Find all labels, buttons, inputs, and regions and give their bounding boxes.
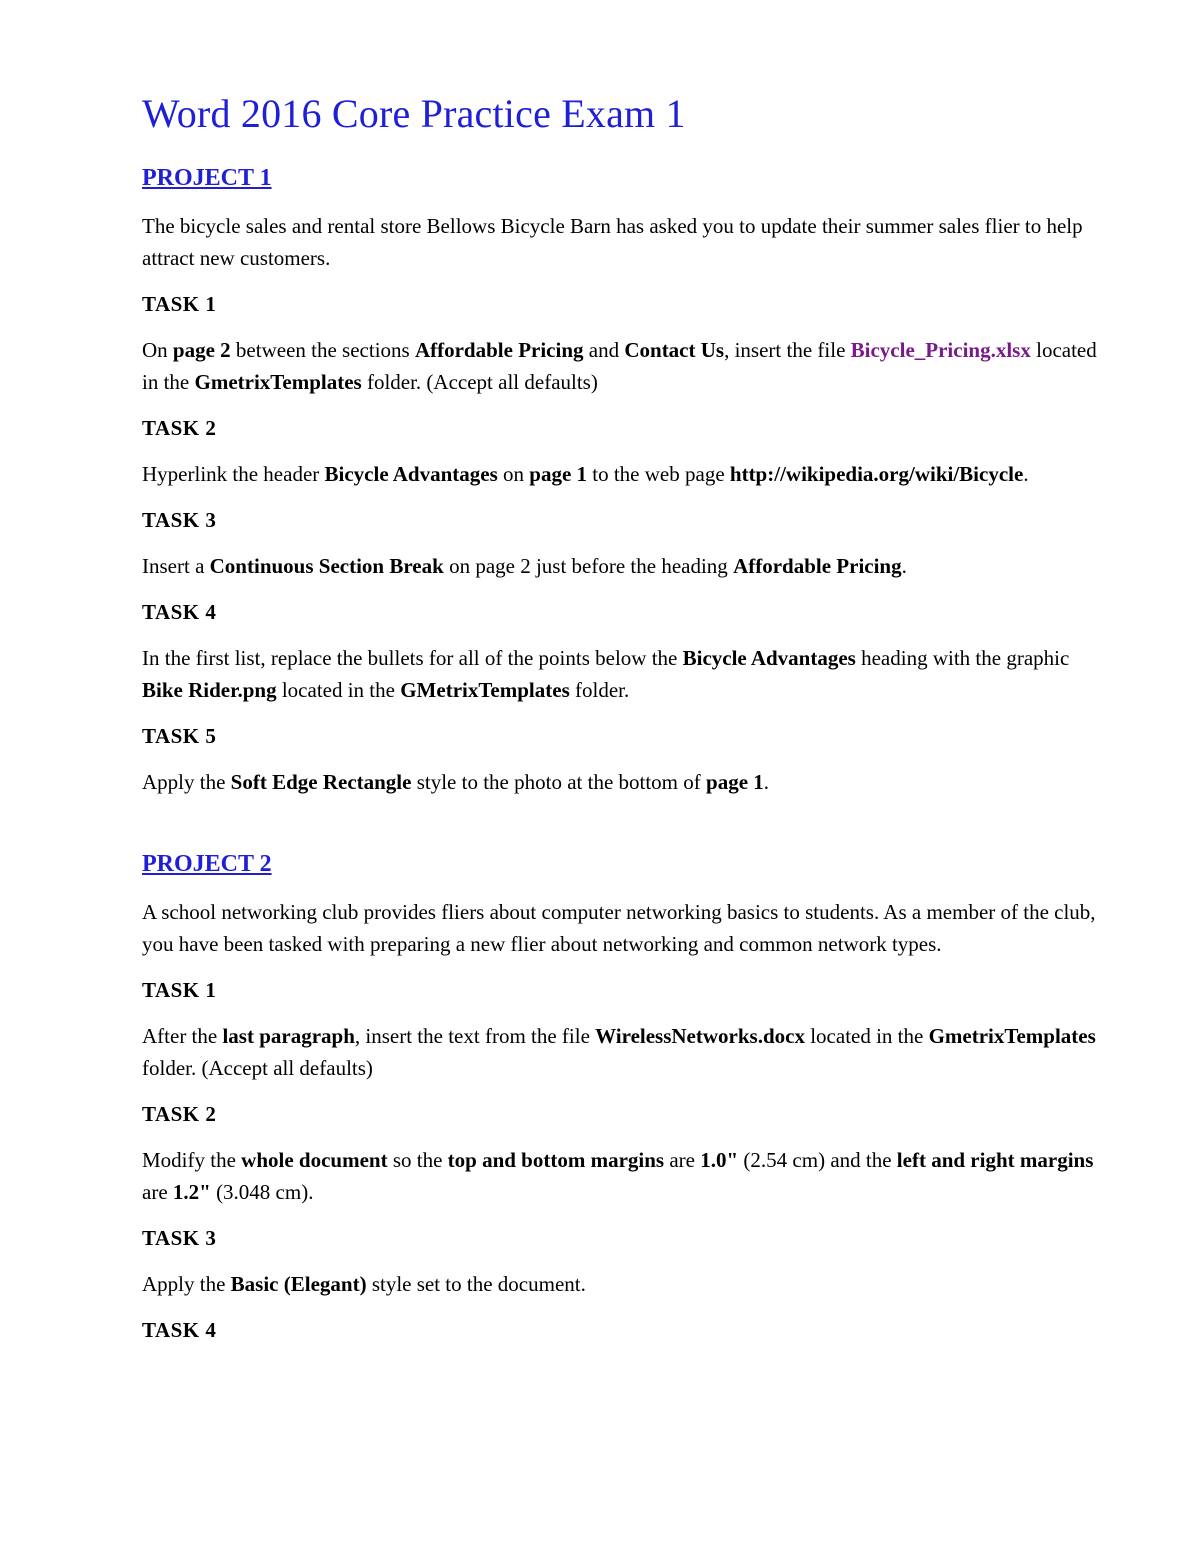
project-1-section: [142, 162, 1112, 798]
project-2-task-4-label: TASK 4: [142, 1318, 217, 1342]
project-1-task-1-text: On page 2 between the sections Affordable Pricing and Contact Us, insert the file Bicycle_Pricing.xlsx located in the GmetrixTemplates folder. (Accept all defaults): [142, 338, 1097, 394]
project-1-task-2-label: TASK 2: [142, 416, 217, 440]
project-1-task-3-label: TASK 3: [142, 508, 217, 532]
project-1-task-4-text: In the first list, replace the bullets for all of the points below the Bicycle Advantages heading with the graphic Bike Rider.png located in the GMetrixTemplates folder.: [142, 646, 1070, 702]
project-2-task-3-label: TASK 3: [142, 1226, 217, 1250]
project-1-task-3-text: Insert a Continuous Section Break on page 2 just before the heading Affordable Pricing.: [142, 554, 907, 578]
project-2-task-2-label: TASK 2: [142, 1102, 217, 1126]
project-2-task-1-text: After the last paragraph, insert the text from the file WirelessNetworks.docx located in the GmetrixTemplates folder. (Accept all defaults): [142, 1024, 1096, 1080]
document-page: [142, 88, 1112, 1360]
project-1-task-5-text: Apply the Soft Edge Rectangle style to the photo at the bottom of page 1.: [142, 770, 770, 794]
project-1-task-1-label: TASK 1: [142, 292, 217, 316]
wikipedia-url: http://wikipedia.org/wiki/Bicycle: [729, 462, 1024, 486]
project-2-heading: PROJECT 2: [142, 851, 272, 877]
project-2-task-1-label: TASK 1: [142, 978, 217, 1002]
project-1-task-4-label: TASK 4: [142, 600, 217, 624]
project-1-task-5-label: TASK 5: [142, 724, 217, 748]
filename-bicycle-pricing: Bicycle_Pricing.xlsx: [850, 338, 1031, 362]
project-1-task-2-text: Hyperlink the header Bicycle Advantages on page 1 to the web page http://wikipedia.org/wiki/Bicycle.: [142, 462, 1029, 486]
project-1-intro: The bicycle sales and rental store Bellows Bicycle Barn has asked you to update their summer sales flier to help attract new customers.: [142, 214, 1083, 270]
project-2-section: [142, 848, 1112, 1346]
project-2-task-3-text: Apply the Basic (Elegant) style set to the document.: [142, 1272, 586, 1296]
project-2-intro: A school networking club provides fliers about computer networking basics to students. As a member of the club, you have been tasked with preparing a new flier about networking and common network types.: [142, 900, 1096, 956]
project-1-heading: PROJECT 1: [142, 165, 272, 191]
project-2-task-2-text: Modify the whole document so the top and bottom margins are 1.0" (2.54 cm) and the left and right margins are 1.2" (3.048 cm).: [142, 1148, 1094, 1204]
section-spacer: [142, 812, 1112, 848]
document-title: Word 2016 Core Practice Exam 1: [142, 91, 686, 136]
